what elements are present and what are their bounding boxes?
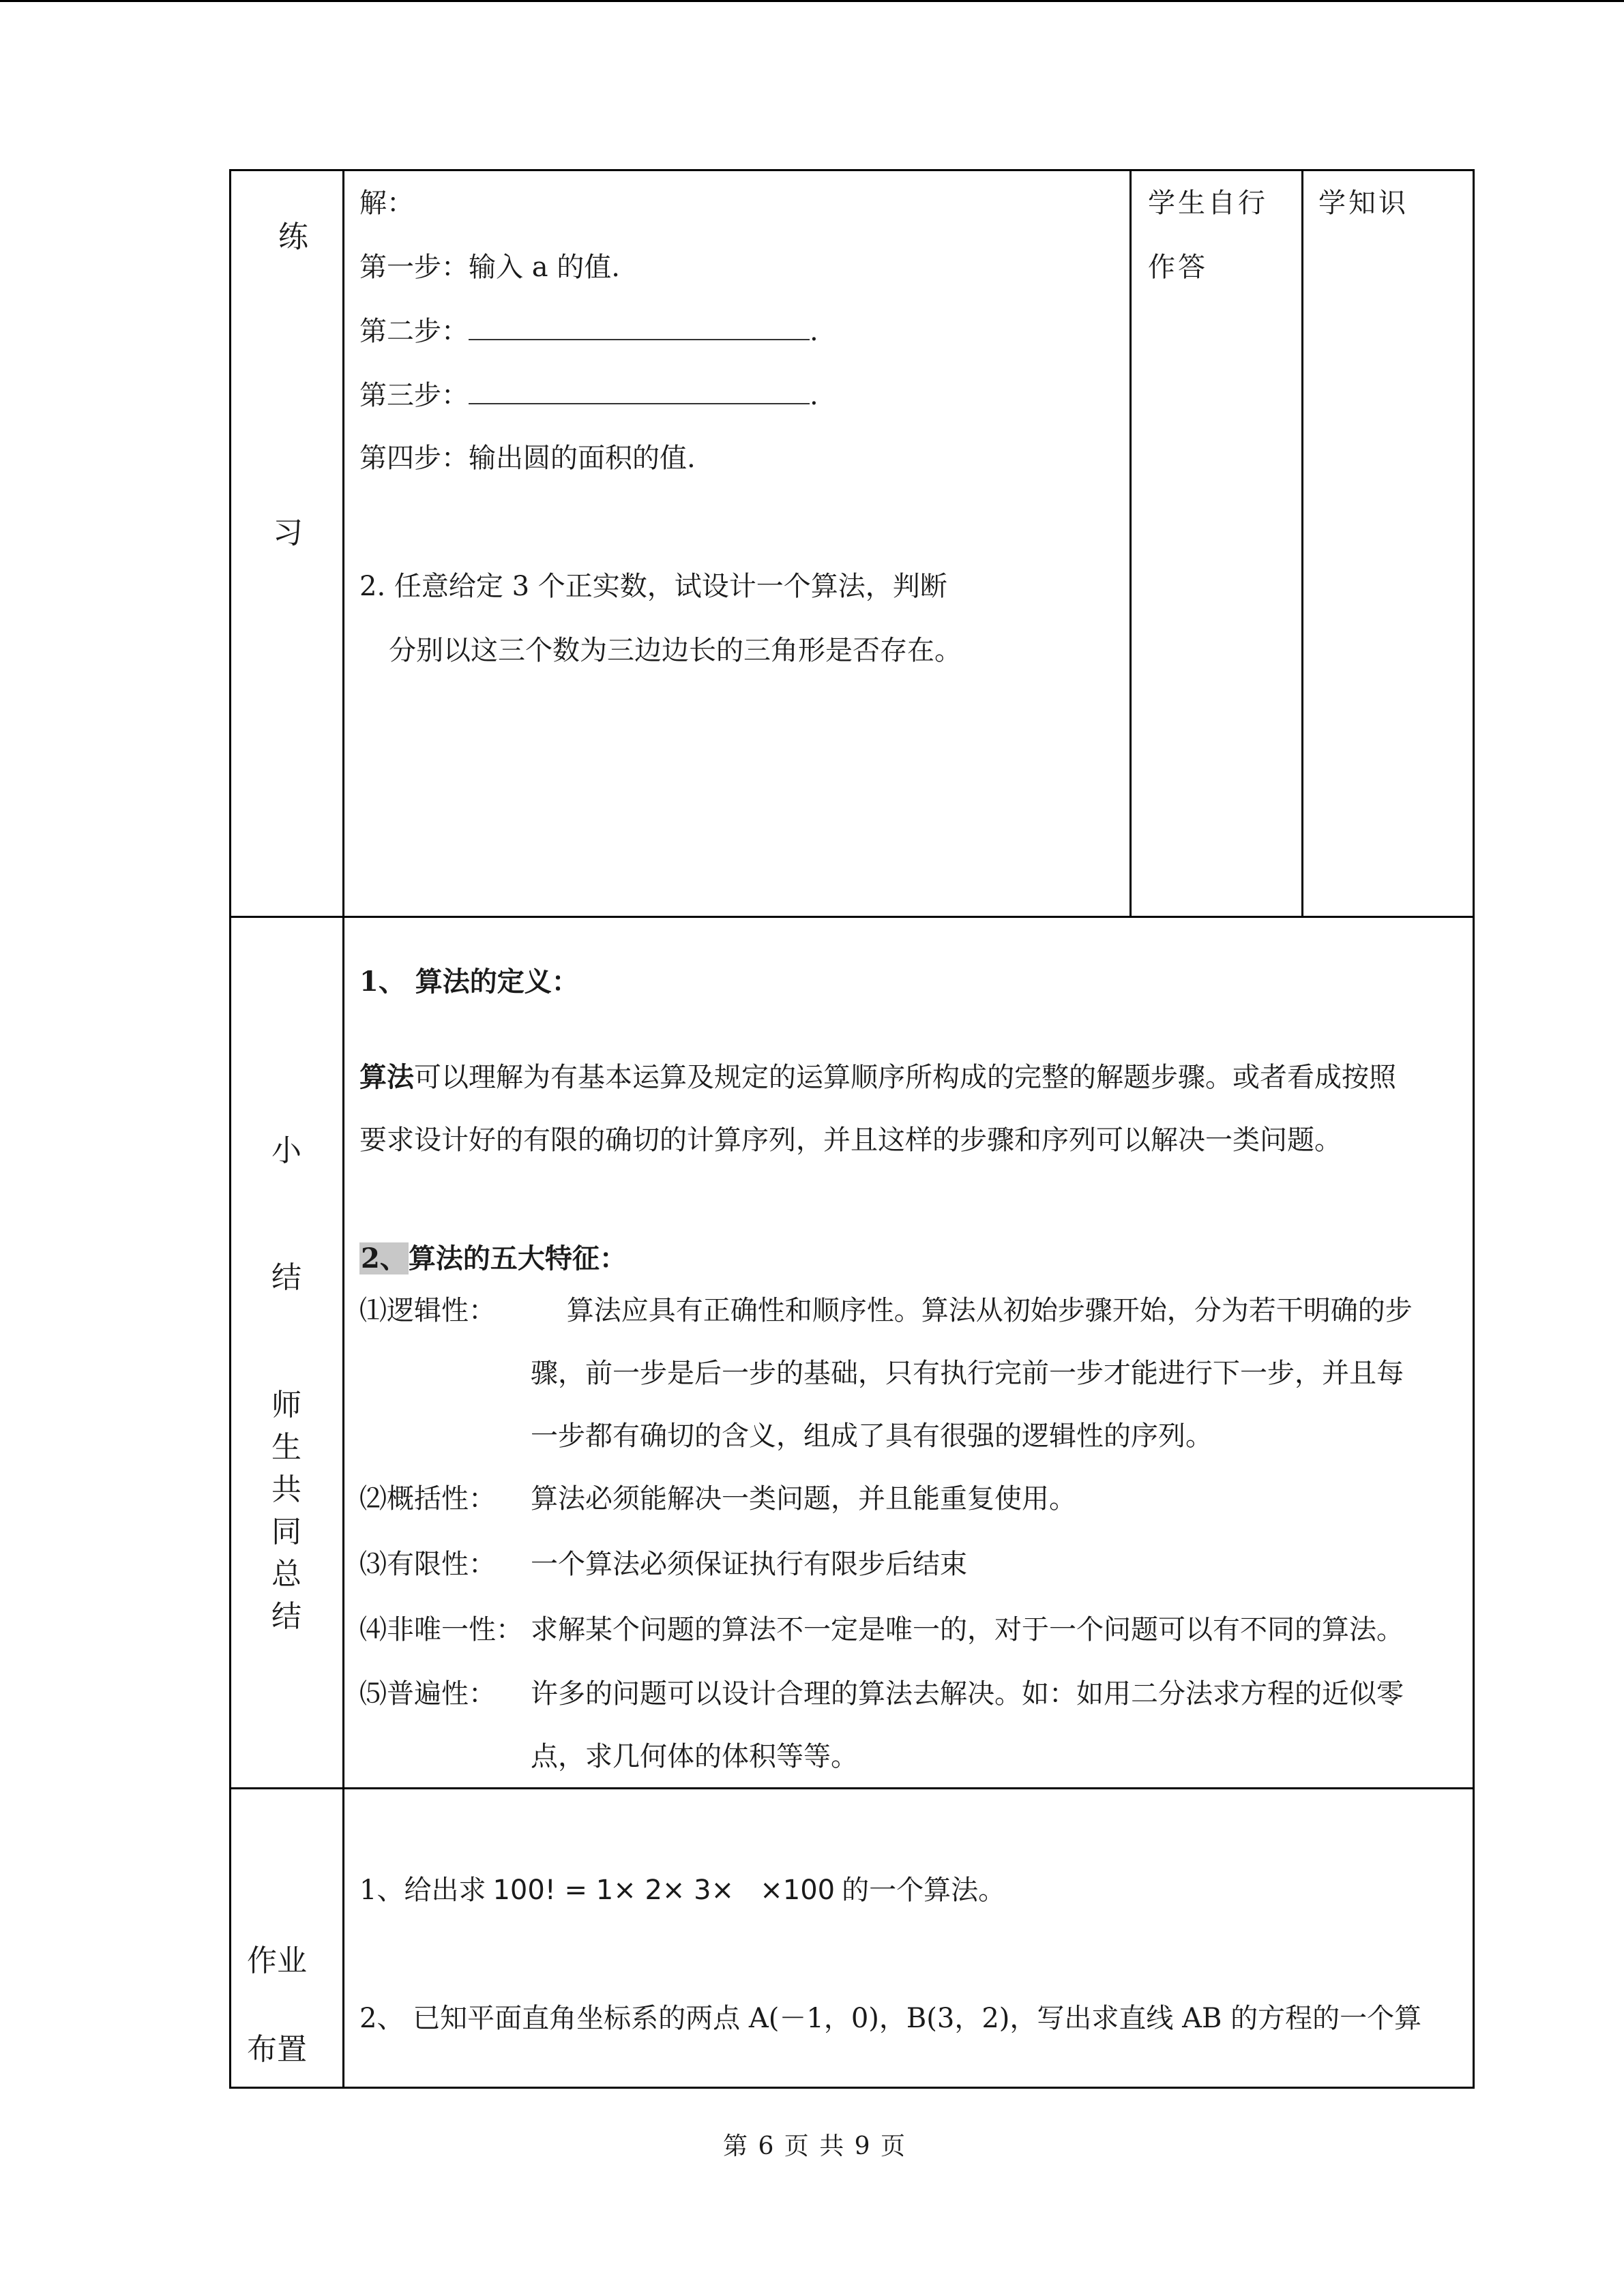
feature-label: ⑵概括性： <box>359 1483 496 1515</box>
practice-label-xi: 习 <box>273 516 303 550</box>
feature-text: 许多的问题可以设计合理的算法去解决。如：如用二分法求方程的近似零 <box>531 1678 1404 1710</box>
feature-text: 点，求几何体的体积等等。 <box>531 1741 858 1772</box>
homework-item-2: 2、 已知平面直角坐标系的两点 A(－1，0)，B(3，2)，写出求直线 AB 的方程的一个算 <box>359 2003 1422 2034</box>
homework-item-1: 1、给出求 100! = 1× 2× 3× ×100 的一个算法。 <box>359 1875 1006 1906</box>
vertical-char: 共 <box>271 1472 301 1507</box>
vertical-char: 师 <box>271 1388 301 1422</box>
student-activity-line-2: 作答 <box>1148 252 1208 283</box>
feature-text: 骤，前一步是后一步的基础，只有执行完前一步才能进行下一步，并且每 <box>531 1358 1404 1389</box>
design-intent: 学知识 <box>1318 188 1408 219</box>
question-2-line-2: 分别以这三个数为三边边长的三角形是否存在。 <box>389 635 962 666</box>
feature-text: 一步都有确切的含义，组成了具有很强的逻辑性的序列。 <box>531 1420 1213 1452</box>
summary-label-xiao: 小 <box>271 1133 301 1168</box>
step-1: 第一步：输入 a 的值. <box>359 252 620 283</box>
step-2: 第二步： . <box>359 316 818 347</box>
summary-heading-features: 2、算法的五大特征： <box>361 1242 627 1274</box>
step-3-blank[interactable] <box>469 383 810 404</box>
feature-text: 求解某个问题的算法不一定是唯一的，对于一个问题可以有不同的算法。 <box>531 1614 1404 1645</box>
vertical-char: 生 <box>271 1430 301 1465</box>
summary-label-jie: 结 <box>271 1260 301 1295</box>
practice-label-lian: 练 <box>278 220 308 254</box>
page-top-border <box>0 0 1624 2</box>
feature-text: 一个算法必须保证执行有限步后结束 <box>531 1549 967 1580</box>
step-2-blank[interactable] <box>469 318 810 340</box>
vertical-char: 结 <box>271 1599 301 1634</box>
feature-text: 算法必须能解决一类问题，并且能重复使用。 <box>531 1483 1076 1515</box>
page-footer: 第 6 页 共 9 页 <box>723 2132 907 2160</box>
feature-label: ⑸普遍性： <box>359 1678 496 1710</box>
definition-line-2: 要求设计好的有限的确切的计算序列，并且这样的步骤和序列可以解决一类问题。 <box>359 1124 1342 1156</box>
heading-number-highlight: 2、 <box>361 1242 407 1274</box>
step-4: 第四步：输出圆的面积的值. <box>359 443 696 474</box>
vertical-char: 总 <box>271 1557 301 1592</box>
summary-vertical-label <box>271 1384 304 1638</box>
step-3: 第三步： . <box>359 380 818 411</box>
feature-label: ⑷非唯一性： <box>359 1614 523 1645</box>
feature-label: ⑶有限性： <box>359 1549 496 1580</box>
factorial-formula: 100! = 1× 2× 3× ×100 <box>492 1875 836 1906</box>
solution-heading: 解： <box>359 188 414 219</box>
question-2-line-1: 2. 任意给定 3 个正实数，试设计一个算法，判断 <box>359 571 947 602</box>
feature-label: ⑴逻辑性： <box>359 1295 496 1326</box>
definition-line-1: 算法可以理解为有基本运算及规定的运算顺序所构成的完整的解题步骤。或者看成按照 <box>359 1061 1396 1093</box>
homework-label-line-2: 布置 <box>247 2032 307 2067</box>
definition-term: 算法 <box>359 1061 414 1093</box>
feature-text: 算法应具有正确性和顺序性。算法从初始步骤开始，分为若干明确的步 <box>531 1295 1413 1326</box>
student-activity-line-1: 学生自行 <box>1148 188 1268 219</box>
vertical-char: 同 <box>271 1515 301 1549</box>
homework-label-line-1: 作业 <box>247 1943 307 1978</box>
summary-heading-definition: 1、 算法的定义： <box>359 966 579 998</box>
